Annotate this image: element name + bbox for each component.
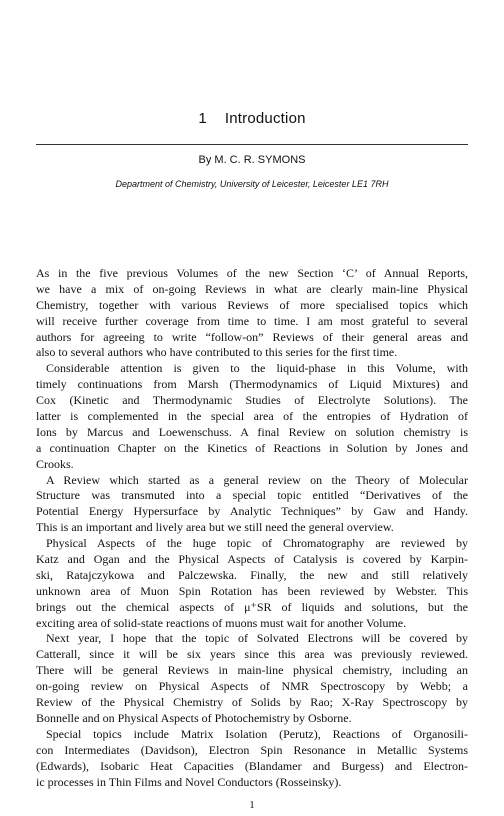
body-line: As in the five previous Volumes of the new Section ‘C’ of Annual Reports,: [36, 266, 468, 280]
body-line: authors for agreeing to write “follow-on” Reviews of their general areas and: [36, 329, 468, 344]
body-line: There will be general Reviews in main-line physical chemistry, including an: [36, 663, 468, 678]
body-line: a continuation Chapter on the Kinetics of Reactions in Solution by Jones and: [36, 440, 468, 455]
body-line: we have a mix of on-going Reviews in what are clearly main-line Physical: [36, 281, 468, 296]
body-text: [36, 266, 468, 790]
body-line: will receive further coverage from time to time. I am most grateful to several: [36, 313, 468, 328]
body-line: Special topics include Matrix Isolation (Perutz), Reactions of Organosili-: [46, 726, 468, 741]
body-line: Considerable attention is given to the liquid-phase in this Volume, with: [46, 361, 468, 376]
body-line: A Review which started as a general review on the Theory of Molecular: [46, 472, 468, 487]
body-line: latter is complemented in the special area of the entropies of Hydration of: [36, 409, 468, 424]
body-line: Catterall, since it will be six years since this area was previously reviewed.: [36, 647, 468, 662]
body-line: timely continuations from Marsh (Thermodynamics of Liquid Mixtures) and: [36, 377, 468, 392]
body-line: unknown area of Muon Spin Rotation has been reviewed by Webster. This: [36, 583, 468, 598]
body-line: ski, Ratajczykowa and Palczewska. Finally, the new and still relatively: [36, 567, 468, 582]
body-line: ic processes in Thin Films and Novel Conductors (Rosseinsky).: [36, 774, 342, 789]
body-line: Physical Aspects of the huge topic of Chromatography are reviewed by: [46, 536, 468, 551]
chapter-title: Introduction: [224, 110, 306, 127]
page-number: 1: [249, 799, 255, 811]
body-line: Potential Energy Hypersurface by Analytic Techniques” by Gaw and Handy.: [36, 504, 468, 519]
body-line: Katz and Ogan and the Physical Aspects of Catalysis is covered by Karpin-: [36, 552, 468, 567]
chapter-heading: [0, 110, 504, 127]
body-line: Review of the Physical Chemistry of Solids by Rao; X-Ray Spectroscopy by: [36, 695, 468, 710]
body-line: exciting area of solid-state reactions of muons must wait for another Volume.: [36, 615, 407, 630]
body-line: Crooks.: [36, 456, 74, 471]
body-line: (Edwards), Isobaric Heat Capacities (Blandamer and Burgess) and Electron-: [36, 758, 468, 773]
body-line: brings out the chemical aspects of μ⁺SR of liquids and solutions, but the: [36, 599, 468, 614]
body-line: con Intermediates (Davidson), Electron Spin Resonance in Metallic Systems: [36, 742, 468, 757]
heading-rule: [36, 144, 468, 145]
body-line: Cox (Kinetic and Thermodynamic Studies of Electrolyte Solutions). The: [36, 393, 468, 408]
author-affiliation: Department of Chemistry, University of Leicester, Leicester LE1 7RH: [115, 179, 389, 189]
body-line: Structure was transmuted into a special topic entitled “Derivatives of the: [36, 488, 468, 503]
body-line: on-going review on Physical Aspects of NMR Spectroscopy by Webb; a: [36, 679, 468, 694]
body-line: also to several authors who have contributed to this series for the first time.: [36, 345, 398, 360]
body-line: Ions by Marcus and Loewenschuss. A final Review on solution chemistry is: [36, 424, 468, 439]
author-byline: By M. C. R. SYMONS: [198, 154, 306, 166]
body-line: This is an important and lively area but we still need the general overview.: [36, 520, 394, 535]
body-line: Bonnelle and on Physical Aspects of Photochemistry by Osborne.: [36, 710, 352, 725]
chapter-number: 1: [198, 110, 207, 127]
body-line: Next year, I hope that the topic of Solvated Electrons will be covered by: [46, 631, 468, 646]
body-line: Chemistry, together with various Reviews of more specialised topics which: [36, 297, 468, 312]
